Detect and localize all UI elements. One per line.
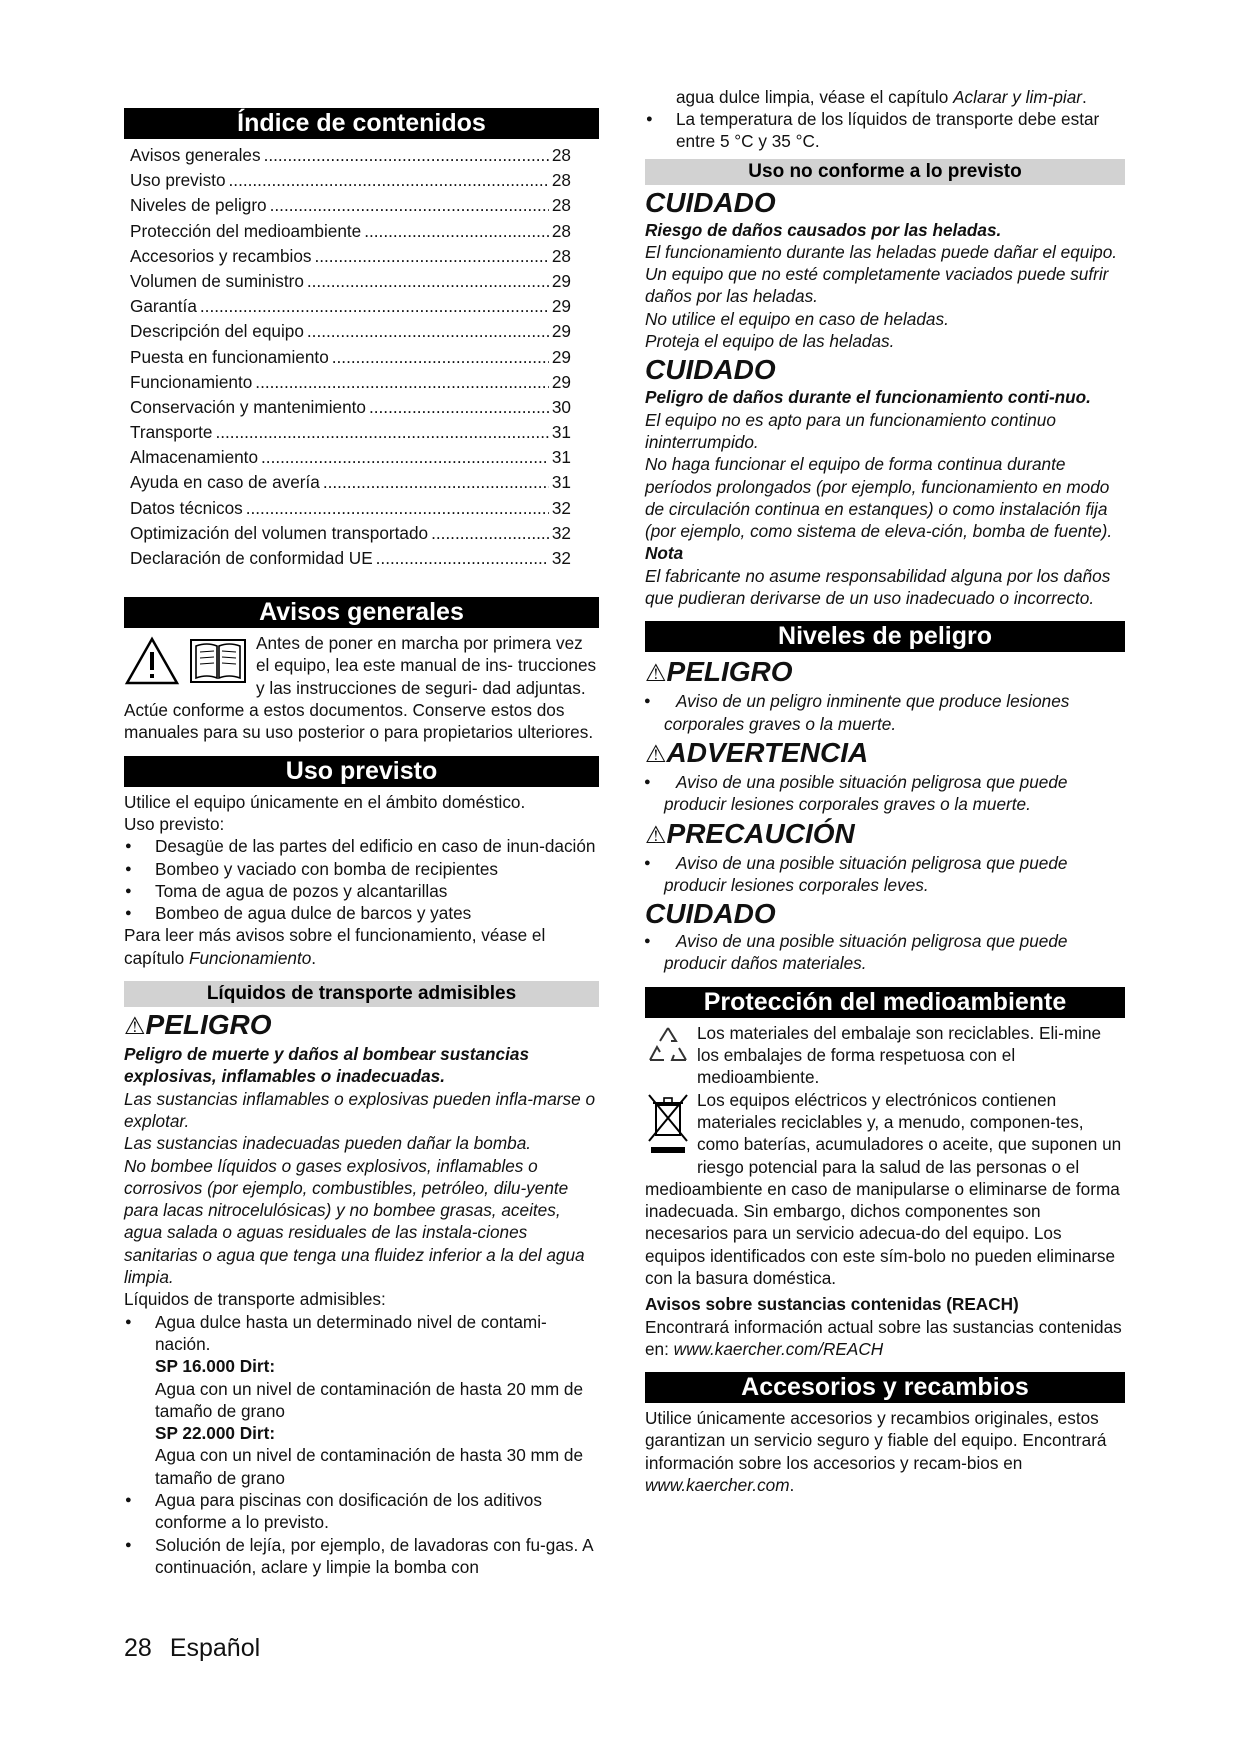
liquidos-list [124,1311,599,1579]
level-precaucion: ⚠PRECAUCIÓN [645,817,855,849]
medio-section: Los materiales del embalaje son reciclables. Eli-mine los embalajes de forma respetuosa con el medioambiente. Los equipos eléctricos y electrónicos contienen materiales reciclables y, a menudo, componen-tes, como baterías, acumuladores o aceite, que suponen un riesgo potencial para la salud de las personas o el medioambiente en caso de manipularse o eliminarse de forma inadecuada. Sin embargo, dichos componentes son necesarios para un servicio adecua-do del equipo. Los equipos identificados con este sím-bolo no pueden eliminarse con la basura doméstica. Avisos sobre sustancias contenidas (REACH) Encontrará información actual sobre las sustancias contenidas en: www.kaercher.com/REACH [645,1022,1125,1360]
warning-icon: ⚠ [645,740,667,768]
level-advertencia: ⚠ADVERTENCIA [645,736,869,768]
toc-entry[interactable]: Uso previsto ..... 28 [130,168,599,193]
liquidos-warning-bold: Peligro de muerte y daños al bombear sustancias explosivas, inflamables o inadecuadas. [124,1044,529,1087]
toc-entry[interactable]: Volumen de suministro ..... 29 [130,269,599,294]
page-footer [124,1634,278,1663]
reach-link[interactable]: www.kaercher.com/REACH [673,1338,884,1359]
uso-intro-2: Uso previsto: [124,813,225,834]
niveles-section [645,656,1125,974]
page-number: 28 [124,1634,152,1662]
recycle-icon [645,1024,691,1068]
toc-entry[interactable]: Optimización del volumen transportado ..... 32 [130,521,599,546]
list-item: ● Agua para piscinas con dosificación de los aditivos conforme a lo previsto. [124,1489,599,1534]
avisos-section [124,632,599,743]
toc-entry[interactable]: Puesta en funcionamiento ..... 29 [130,345,599,370]
list-item: ● Bombeo y vaciado con bomba de recipientes [124,858,599,880]
liquidos-warning-3: No bombee líquidos o gases explosivos, inflamables o corrosivos (por ejemplo, combustibles, petróleo, dilu-yente para lacas nitrocelulósicas) y no bombee grasas, aceites, agua salada o aguas residuales de las instala-ciones sanitarias o agua que tenga una fluidez inferior a la del agua limpia. [124,1155,585,1288]
aclarar-reference: Aclarar y lim-piar [953,86,1083,107]
list-item: ● Bombeo de agua dulce de barcos y yates [124,902,599,924]
noconforme-heading: Uso no conforme a lo previsto [645,159,1125,185]
level-peligro: ⚠PELIGRO [645,656,793,688]
avisos-text-1: Antes de poner en marcha por primera [256,633,552,654]
toc-entry[interactable]: Garantía ..... 29 [130,294,599,319]
avisos-heading: Avisos generales [124,597,599,628]
toc-entry[interactable]: Declaración de conformidad UE ..... 32 [130,546,599,571]
warning-icon: ⚠ [124,1013,146,1041]
liquidos-warning-2: Las sustancias inadecuadas pueden dañar la bomba. [124,1133,532,1154]
warning-icon: ⚠ [645,660,667,688]
reach-heading: Avisos sobre sustancias contenidas (REACH) [645,1294,1019,1315]
toc-entry[interactable]: Conservación y mantenimiento ..... 30 [130,395,599,420]
warning-triangle-icon [124,636,180,686]
niveles-heading: Niveles de peligro [645,621,1125,652]
toc-entry[interactable]: Protección del medioambiente ..... 28 [130,219,599,244]
list-item: ● Desagüe de las partes del edificio en caso de inun-dación [124,835,599,857]
medio-heading: Protección del medioambiente [645,987,1125,1018]
uso-section: Utilice el equipo únicamente en el ámbito doméstico. Uso previsto: ● Desagüe de las partes del edificio en caso de inun-dación ● Bombeo y vaciado con bomba de recipientes ● Toma de agua de pozos y alcantarillas ● Bombeo de agua dulce de barcos y yates Para leer más avisos sobre el funcionamiento, véase el capítulo Funcionamiento. [124,791,599,969]
list-item: ● Aviso de una posible situación peligrosa que puede producir daños materiales. [645,930,1125,975]
funcionamiento-reference: Funcionamiento [188,947,312,968]
toc-heading: Índice de contenidos [124,108,599,139]
list-item: ● Aviso de un peligro inminente que produce lesiones corporales graves o la muerte. [645,690,1125,735]
uso-intro-1: Utilice el equipo únicamente en el ámbito doméstico. [124,791,526,812]
toc-entry[interactable]: Transporte ..... 31 [130,420,599,445]
avisos-text-3: trucciones y las instrucciones de seguri- [256,655,597,698]
language-label: Español [169,1634,261,1662]
list-item: ● La temperatura de los líquidos de transporte debe estar entre 5 °C y 35 °C. [645,108,1125,153]
table-of-contents [124,143,599,571]
nota-label: Nota [645,543,684,564]
toc-entry[interactable]: Accesorios y recambios ..... 28 [130,244,599,269]
list-item: ● Solución de lejía, por ejemplo, de lavadoras con fu-gas. A continuación, aclare y limpie la bomba con [124,1534,599,1579]
liquidos-admisibles: Líquidos de transporte admisibles: [124,1289,386,1310]
liquidos-warning-1: Las sustancias inflamables o explosivas pueden infla-marse o explotar. [124,1088,596,1131]
cuidado-signal-1: CUIDADO [645,186,776,218]
crossed-bin-icon [645,1091,691,1157]
uso-outro: Para leer más avisos sobre el funcionamiento, véase el capítulo [124,925,546,968]
toc-entry[interactable]: Almacenamiento ..... 31 [130,445,599,470]
list-item: ● Agua dulce hasta un determinado nivel de contami-nación. SP 16.000 Dirt: Agua con un nivel de contaminación de hasta 20 mm de tamaño de grano SP 22.000 Dirt: Agua con un nivel de contaminación de hasta 30 mm de tamaño de grano [124,1311,599,1489]
uso-heading: Uso previsto [124,756,599,787]
list-item: ● Toma de agua de pozos y alcantarillas [124,880,599,902]
avisos-text-2: vez el equipo, lea este manual de ins- [256,633,583,676]
right-column [645,86,1125,1496]
warning-icon: ⚠ [645,821,667,849]
liquidos-continued: agua dulce limpia, véase el capítulo Aclarar y lim-piar. [676,86,1087,107]
toc-entry[interactable]: Avisos generales ..... 28 [130,143,599,168]
accesorios-heading: Accesorios y recambios [645,1372,1125,1403]
avisos-text-rest: dad adjuntas. Actúe conforme a estos documentos. Conserve estos dos manuales para su uso posterior o para propietarios ulteriores. [124,677,594,743]
uso-list [124,835,599,924]
model-sp16000: SP 16.000 Dirt: [155,1356,276,1377]
liquidos-heading: Líquidos de transporte admisibles [124,981,599,1007]
accesorios-section: Utilice únicamente accesorios y recambios originales, estos garantizan un servicio seguro y fiable del equipo. Encontrará información sobre los accesorios y recam-bios en www.kaercher.com. [645,1408,1107,1496]
noconforme-section: CUIDADO Riesgo de daños causados por las heladas. El funcionamiento durante las heladas puede dañar el equipo. Un equipo que no esté completamente vaciados puede sufrir daños por las heladas. No utilice el equipo en caso de heladas. Proteja el equipo de las heladas. CUIDADO Peligro de daños durante el funcionamiento conti-nuo. El equipo no es apto para un funcionamiento continuo ininterrumpido. No haga funcionar el equipo de forma continua durante períodos prolongados (por ejemplo, funcionamiento en modo de circulación continua en estanques) o como instalación fija (por ejemplo, como sistema de eleva-ción, bomba de fuente). Nota El fabricante no asume responsabilidad alguna por los daños que pudieran derivarse de un uso inadecuado o incorrecto. [645,187,1125,610]
toc-entry[interactable]: Ayuda en caso de avería ..... 31 [130,470,599,495]
model-sp22000: SP 22.000 Dirt: [155,1423,276,1444]
left-column [124,108,599,1578]
manual-book-icon [188,636,248,686]
cuidado-signal-2: CUIDADO [645,354,776,386]
level-cuidado: CUIDADO [645,898,776,930]
list-item: ● Aviso de una posible situación peligrosa que puede producir lesiones corporales graves o la muerte. [645,771,1125,816]
toc-entry[interactable]: Niveles de peligro ..... 28 [130,193,599,218]
liquidos-section [124,1009,599,1578]
list-item: ● Aviso de una posible situación peligrosa que puede producir lesiones corporales leves. [645,852,1125,897]
toc-entry[interactable]: Descripción del equipo ..... 29 [130,319,599,344]
kaercher-link[interactable]: www.kaercher.com [645,1475,790,1496]
toc-entry[interactable]: Funcionamiento ..... 29 [130,370,599,395]
peligro-signal: ⚠PELIGRO [124,1009,272,1041]
toc-entry[interactable]: Datos técnicos ..... 32 [130,496,599,521]
